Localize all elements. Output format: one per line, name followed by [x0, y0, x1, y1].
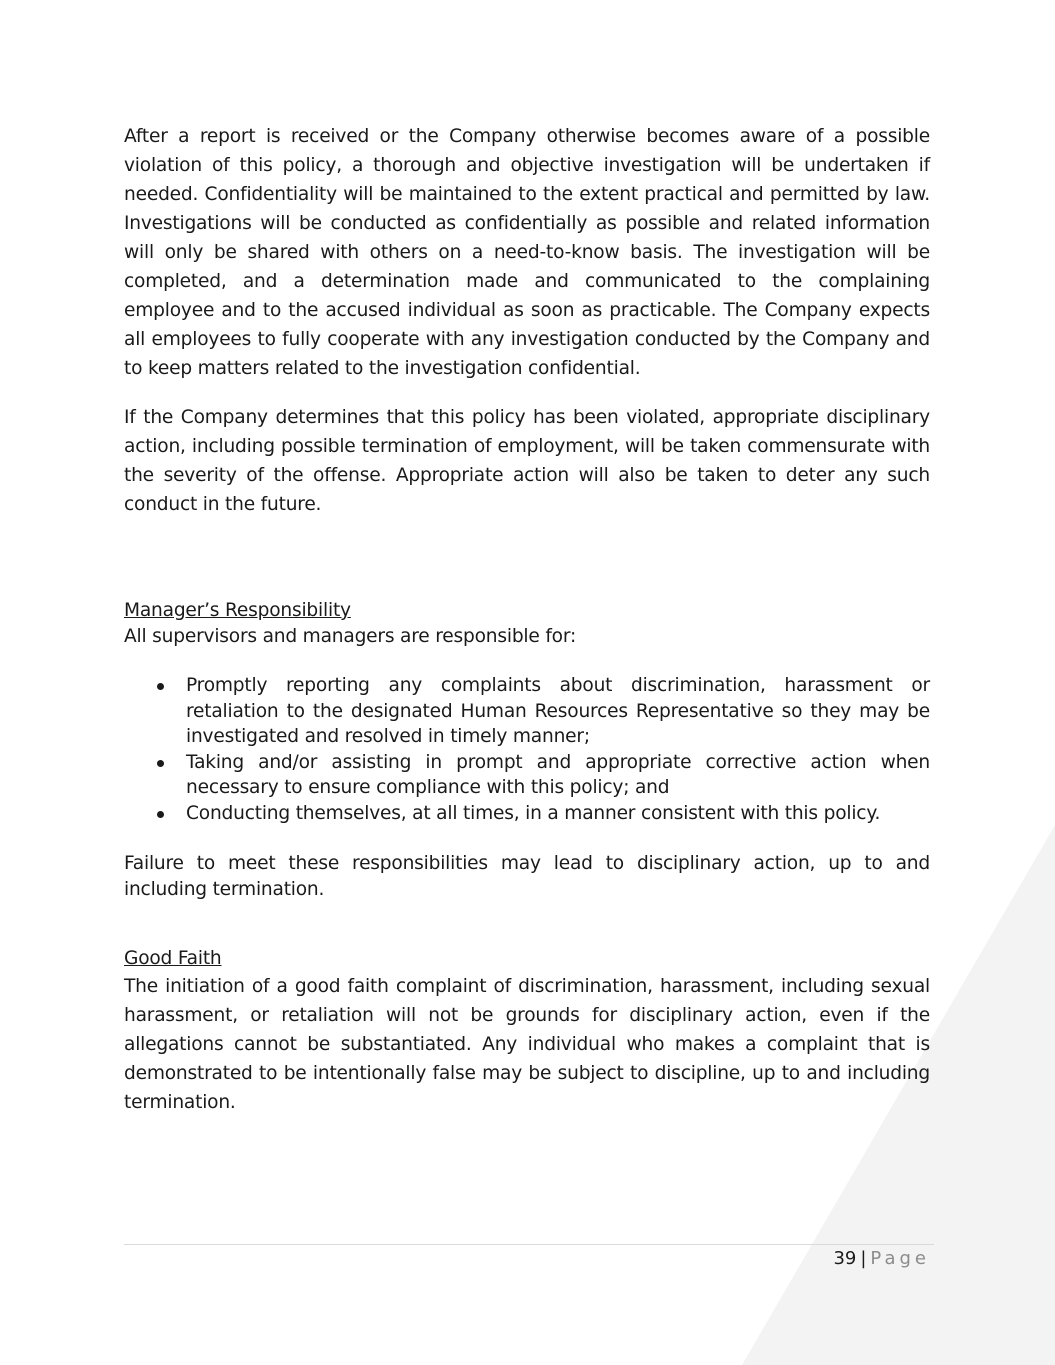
good-faith-heading: Good Faith: [124, 948, 222, 969]
managers-responsibility-heading: Manager’s Responsibility: [124, 600, 351, 621]
footer-separator: |: [860, 1248, 867, 1269]
bullet-icon: [157, 760, 164, 767]
page-footer: [833, 1247, 930, 1271]
managers-responsibility-intro: All supervisors and managers are responsible for:: [124, 625, 577, 647]
list-item: [124, 801, 930, 827]
list-item-text: Conducting themselves, at all times, in a manner consistent with this policy.: [186, 802, 881, 824]
bullet-icon: [157, 811, 164, 818]
page-content: [124, 122, 930, 1117]
footer-divider: [124, 1244, 934, 1245]
good-faith-paragraph: The initiation of a good faith complaint of discrimination, harassment, including sexual harassment, or retaliation will not be grounds for disciplinary action, even if the allegations cannot be substantiated. Any individual who makes a complaint that is demonstrated to be intentionally false may be subject to discipline, up to and including termination.: [124, 975, 930, 1113]
failure-paragraph: Failure to meet these responsibilities may lead to disciplinary action, up to and including termination.: [124, 853, 930, 900]
violation-paragraph: If the Company determines that this policy has been violated, appropriate disciplinary action, including possible termination of employment, will be taken commensurate with the severity of the offense. Appropriate action will also be taken to deter any such conduct in the future.: [124, 407, 930, 515]
page-number: 39: [833, 1248, 857, 1269]
list-item-text: Taking and/or assisting in prompt and appropriate corrective action when necessary to ensure compliance with this policy; and: [186, 751, 930, 798]
investigation-paragraph: After a report is received or the Company otherwise becomes aware of a possible violation of this policy, a thorough and objective investigation will be undertaken if needed. Confidentiality will be maintained to the extent practical and permitted by law. Investigations will be conducted as confidentially as possible and related information will only be shared with others on a need-to-know basis. The investigation will be completed, and a determination made and communicated to the complaining employee and to the accused individual as soon as practicable. The Company expects all employees to fully cooperate with any investigation conducted by the Company and to keep matters related to the investigation confidential.: [124, 126, 930, 379]
page-label: Page: [870, 1248, 930, 1269]
list-item-text: Promptly reporting any complaints about discrimination, harassment or retaliation to the designated Human Resources Representative so they may be investigated and resolved in timely manner;: [186, 675, 930, 747]
managers-responsibility-list: [124, 673, 930, 826]
list-item: [124, 750, 930, 801]
bullet-icon: [157, 683, 164, 690]
list-item: [124, 673, 930, 750]
